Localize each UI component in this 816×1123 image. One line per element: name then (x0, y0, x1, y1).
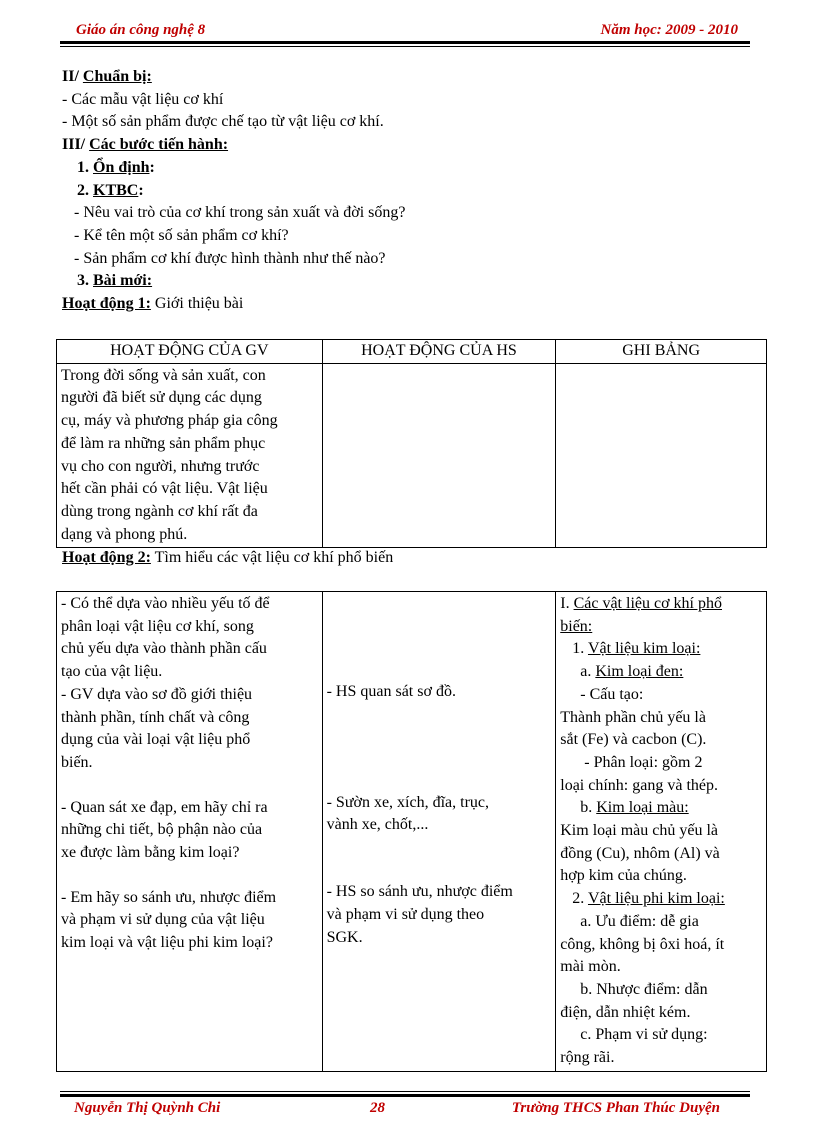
gv-cell (57, 363, 323, 548)
header-rule-thin (60, 46, 750, 47)
hs-line: vành xe, chốt,... (326, 816, 429, 834)
gb-line: Kim loại màu chủ yếu là (560, 822, 718, 840)
gb-line: công, không bị ôxi hoá, ít (560, 935, 725, 953)
ktbc-question-2: - Kể tên một số sản phẩm cơ khí? (74, 226, 289, 244)
hs-line: - HS so sánh ưu, nhược điểm (326, 883, 513, 901)
footer-rule-thick (60, 1094, 750, 1097)
page-footer (60, 1098, 750, 1120)
gv-line: và phạm vi sử dụng của vật liệu (61, 911, 265, 929)
col-header-hs: HOẠT ĐỘNG CỦA HS (322, 340, 556, 364)
ghi-bang-cell (556, 592, 767, 1072)
gb-line: đồng (Cu), nhôm (Al) và (560, 844, 720, 862)
activity-2-heading: Hoạt động 2: Tìm hiểu các vật liệu cơ khí phổ biến (62, 549, 394, 566)
page-header (60, 20, 750, 42)
gb-line: loại chính: gang và thép. (560, 776, 718, 794)
gv-line: - GV dựa vào sơ đồ giới thiệu (61, 685, 253, 703)
hs-line: và phạm vi sử dụng theo (326, 905, 485, 923)
table-row (57, 592, 767, 1072)
gb-nhuoc-diem: b. Nhược điểm: dẫn (580, 980, 708, 998)
gv-line: chủ yếu dựa vào thành phần cấu (61, 640, 267, 658)
hs-cell (322, 363, 556, 548)
hs-line: - Sườn xe, xích, đĩa, trục, (326, 793, 490, 811)
prep-heading: II/ Chuẩn bị: (62, 68, 152, 85)
gv-line: thành phần, tính chất và công (61, 708, 250, 726)
ghi-bang-cell (556, 363, 767, 548)
gv-line: người đã biết sử dụng các dụng (61, 389, 262, 407)
gv-line: vụ cho con người, nhưng trước (61, 457, 260, 475)
table-header-row (57, 340, 767, 364)
gv-line: những chi tiết, bộ phận nào của (61, 821, 263, 839)
header-school-year: Năm học: 2009 - 2010 (600, 22, 738, 38)
steps-heading: III/ Các bước tiến hành: (62, 136, 229, 154)
gv-cell (57, 592, 323, 1072)
gv-line: kim loại và vật liệu phi kim loại? (61, 934, 273, 952)
header-rule-thick (60, 41, 750, 44)
prep-item-2: - Một số sản phẩm được chế tạo từ vật liệu cơ khí. (62, 113, 384, 131)
gv-line: - Em hãy so sánh ưu, nhược điểm (61, 888, 277, 906)
footer-author: Nguyễn Thị Quỳnh Chi (74, 1100, 221, 1116)
gv-line: biến. (61, 753, 93, 771)
col-header-ghi-bang: GHI BẢNG (556, 340, 767, 364)
hs-line: - HS quan sát sơ đồ. (326, 683, 456, 700)
header-subject: Giáo án công nghệ 8 (76, 22, 206, 38)
gb-phan-loai: - Phân loại: gồm 2 (584, 753, 703, 771)
footer-school: Trường THCS Phan Thúc Duyện (511, 1100, 720, 1116)
step-1: 1. Ổn định: (77, 158, 155, 176)
gv-line: - Quan sát xe đạp, em hãy chỉ ra (61, 798, 268, 816)
gb-line: sắt (Fe) và cacbon (C). (560, 731, 707, 749)
activity-1-table (56, 339, 767, 548)
gb-cau-tao: - Cấu tạo: (580, 685, 644, 703)
ktbc-question-1: - Nêu vai trò của cơ khí trong sản xuất và đời sống? (74, 204, 406, 222)
gv-line: cụ, máy và phương pháp gia công (61, 412, 278, 430)
gv-line: - Có thể dựa vào nhiều yếu tố để (61, 595, 270, 612)
prep-item-1: - Các mẫu vật liệu cơ khí (62, 90, 224, 108)
gb-section-1: 1. Vật liệu kim loại: (572, 640, 701, 658)
lesson-body (62, 66, 752, 316)
gb-line: rộng rãi. (560, 1049, 615, 1067)
gv-line: dùng trong ngành cơ khí rất đa (61, 502, 258, 520)
step-3: 3. Bài mới: (77, 272, 153, 290)
footer-page-number: 28 (370, 1100, 385, 1116)
gv-line: dạng và phong phú. (61, 525, 188, 543)
ktbc-question-3: - Sản phẩm cơ khí được hình thành như thế nào? (74, 249, 386, 267)
gv-line: Trong đời sống và sản xuất, con (61, 366, 266, 384)
gv-line: tạo của vật liệu. (61, 663, 163, 681)
gv-line: để làm ra những sản phẩm phục (61, 434, 266, 452)
gb-line: mài mòn. (560, 958, 621, 976)
hs-line: SGK. (326, 928, 363, 946)
table-row (57, 363, 767, 548)
gv-line: xe được làm bằng kim loại? (61, 844, 240, 862)
gb-section-1a: a. Kim loại đen: (580, 663, 684, 681)
gv-line: hết cần phải có vật liệu. Vật liệu (61, 480, 268, 498)
activity-2-heading-wrap (62, 547, 752, 570)
gb-line: hợp kim của chúng. (560, 867, 687, 885)
gb-title-cont: biến: (560, 617, 593, 635)
gb-line: điện, dẫn nhiệt kém. (560, 1003, 691, 1021)
gb-title: I. Các vật liệu cơ khí phổ (560, 595, 722, 612)
gb-line: Thành phần chủ yếu là (560, 708, 706, 726)
gb-uu-diem: a. Ưu điểm: dễ gia (580, 912, 699, 930)
gb-section-1b: b. Kim loại màu: (580, 799, 689, 817)
activity-1-heading: Hoạt động 1: Giới thiệu bài (62, 295, 244, 313)
gv-line: dụng của vài loại vật liệu phổ (61, 731, 251, 749)
col-header-gv: HOẠT ĐỘNG CỦA GV (57, 340, 323, 364)
hs-cell (322, 592, 556, 1072)
footer-rule-thin (60, 1091, 750, 1092)
gb-section-2: 2. Vật liệu phi kim loại: (572, 890, 725, 908)
gb-pham-vi: c. Phạm vi sử dụng: (580, 1026, 708, 1044)
step-2: 2. KTBC: (77, 181, 144, 199)
gv-line: phân loại vật liệu cơ khí, song (61, 617, 254, 635)
activity-2-table (56, 591, 767, 1072)
